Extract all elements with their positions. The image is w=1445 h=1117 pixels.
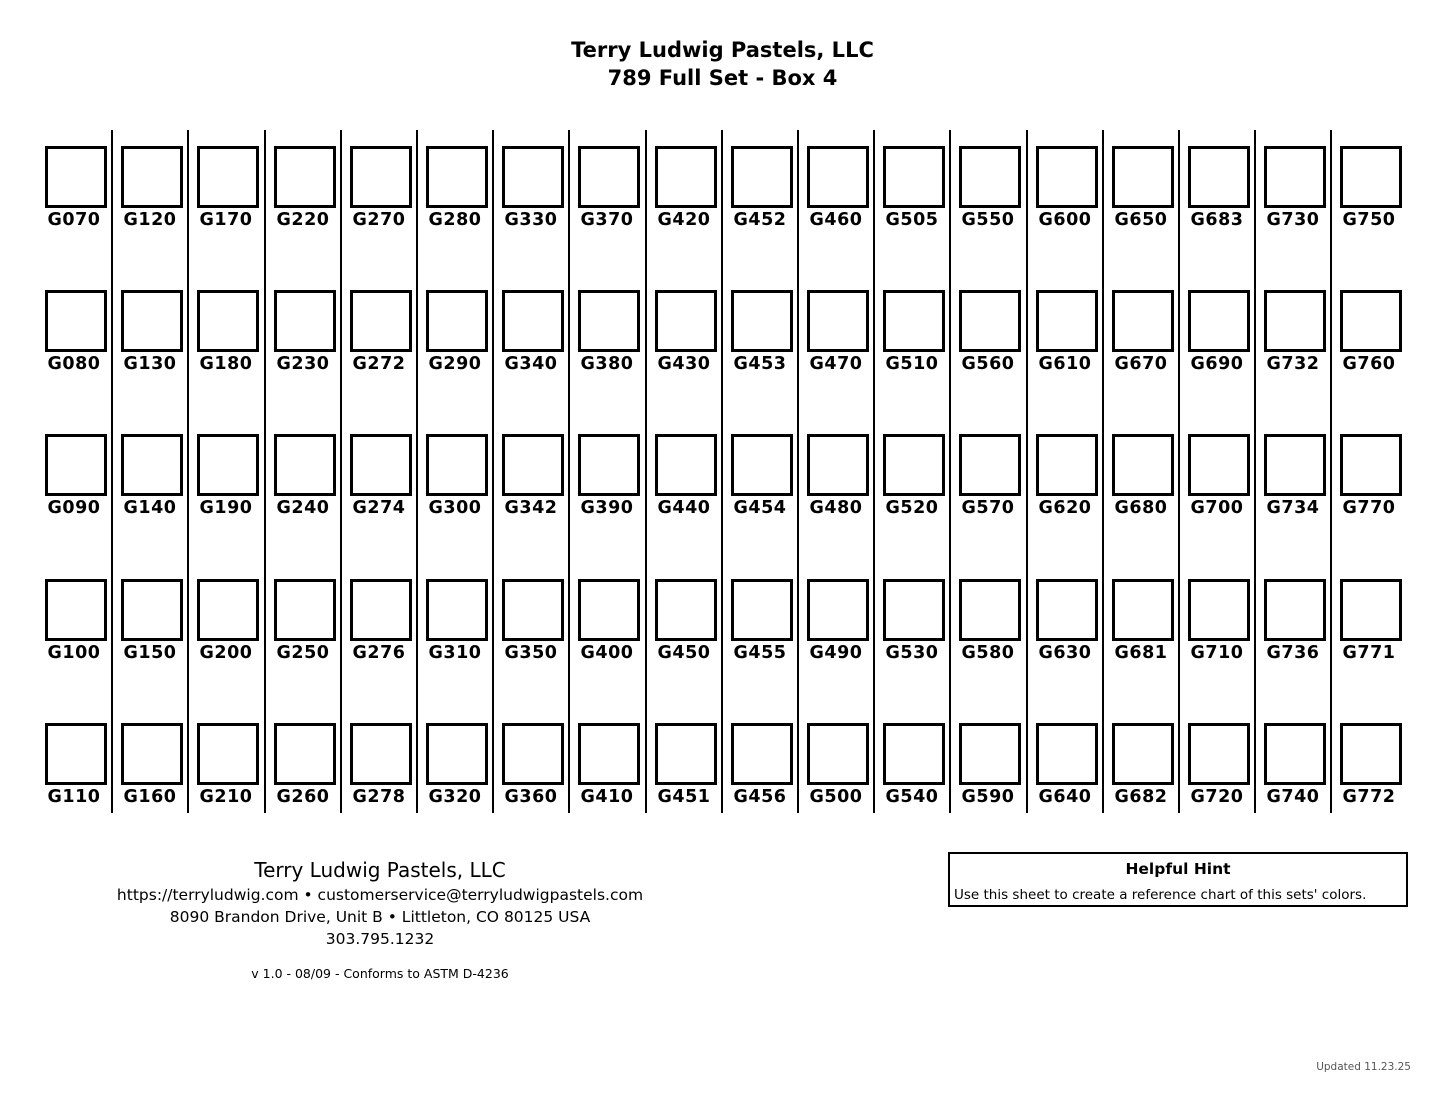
color-swatch-box	[1112, 579, 1174, 641]
swatch-cell	[497, 290, 573, 374]
color-code-label: G340	[504, 354, 558, 374]
swatch-cell	[1335, 146, 1411, 230]
color-code-label: G640	[1038, 787, 1092, 807]
color-code-label: G380	[580, 354, 634, 374]
color-code-label: G455	[733, 643, 787, 663]
swatch-cell	[726, 290, 802, 374]
color-swatch-box	[1340, 434, 1402, 496]
swatch-cell	[497, 723, 573, 807]
color-swatch-box	[731, 146, 793, 208]
color-swatch-box	[883, 723, 945, 785]
footer-address: 8090 Brandon Drive, Unit B • Littleton, CO 80125 USA	[169, 908, 591, 926]
color-code-label: G250	[276, 643, 330, 663]
swatch-cell	[1031, 723, 1107, 807]
color-code-label: G430	[657, 354, 711, 374]
color-swatch-box	[807, 579, 869, 641]
color-swatch-box	[197, 723, 259, 785]
footer-phone: 303.795.1232	[325, 930, 435, 948]
swatch-cell	[878, 723, 954, 807]
color-code-label: G160	[123, 787, 177, 807]
swatch-cell	[269, 290, 345, 374]
color-swatch-box	[502, 723, 564, 785]
color-swatch-box	[121, 146, 183, 208]
swatch-cell	[1259, 579, 1335, 663]
footer-contact: https://terryludwig.com • customerservice@terryludwigpastels.com	[116, 886, 644, 904]
color-swatch-box	[350, 146, 412, 208]
swatch-cell	[1031, 146, 1107, 230]
color-swatch-box	[1036, 579, 1098, 641]
color-code-label: G740	[1266, 787, 1320, 807]
swatch-cell	[116, 146, 192, 230]
swatch-cell	[116, 434, 192, 518]
swatch-cell	[1259, 434, 1335, 518]
color-swatch-box	[197, 290, 259, 352]
color-swatch-box	[1188, 723, 1250, 785]
color-code-label: G410	[580, 787, 634, 807]
swatch-cell	[40, 434, 116, 518]
color-code-label: G220	[276, 210, 330, 230]
color-code-label: G110	[47, 787, 101, 807]
color-swatch-box	[1188, 579, 1250, 641]
color-code-label: G100	[47, 643, 101, 663]
color-code-label: G230	[276, 354, 330, 374]
color-swatch-box	[959, 146, 1021, 208]
color-code-label: G700	[1190, 498, 1244, 518]
swatch-cell	[954, 723, 1030, 807]
swatch-cell	[650, 434, 726, 518]
color-swatch-box	[1112, 434, 1174, 496]
color-swatch-box	[655, 290, 717, 352]
color-code-label: G510	[885, 354, 939, 374]
swatch-cell	[1335, 579, 1411, 663]
color-code-label: G732	[1266, 354, 1320, 374]
color-code-label: G580	[961, 643, 1015, 663]
swatch-cell	[1107, 146, 1183, 230]
color-swatch-box	[45, 723, 107, 785]
swatch-cell	[726, 146, 802, 230]
swatch-cell	[345, 723, 421, 807]
color-code-label: G330	[504, 210, 558, 230]
color-swatch-box	[1264, 579, 1326, 641]
color-swatch-box	[426, 579, 488, 641]
color-code-label: G560	[961, 354, 1015, 374]
color-swatch-box	[1340, 723, 1402, 785]
color-swatch-box	[1036, 723, 1098, 785]
swatch-cell	[573, 146, 649, 230]
swatch-cell	[802, 723, 878, 807]
color-swatch-box	[350, 290, 412, 352]
color-swatch-box	[959, 290, 1021, 352]
color-swatch-box	[350, 579, 412, 641]
color-swatch-box	[426, 434, 488, 496]
color-swatch-box	[1036, 290, 1098, 352]
swatch-cell	[1259, 723, 1335, 807]
swatch-cell	[1183, 579, 1259, 663]
color-code-label: G730	[1266, 210, 1320, 230]
swatch-cell	[192, 146, 268, 230]
color-code-label: G452	[733, 210, 787, 230]
swatch-cell	[421, 434, 497, 518]
swatch-cell	[192, 579, 268, 663]
swatch-cell	[573, 579, 649, 663]
swatch-cell	[954, 290, 1030, 374]
swatch-cell	[878, 146, 954, 230]
swatch-cell	[1335, 290, 1411, 374]
color-code-label: G590	[961, 787, 1015, 807]
hint-text: Use this sheet to create a reference chart of this sets' colors.	[954, 887, 1367, 903]
swatch-cell	[573, 290, 649, 374]
color-swatch-box	[274, 723, 336, 785]
swatch-cell	[650, 579, 726, 663]
swatch-cell	[116, 723, 192, 807]
color-swatch-box	[502, 146, 564, 208]
color-swatch-box	[807, 723, 869, 785]
color-code-label: G080	[47, 354, 101, 374]
color-swatch-box	[655, 146, 717, 208]
swatch-cell	[726, 723, 802, 807]
swatch-cell	[192, 723, 268, 807]
footer-version: v 1.0 - 08/09 - Conforms to ASTM D-4236	[251, 966, 509, 981]
swatch-cell	[1107, 290, 1183, 374]
color-swatch-box	[1340, 146, 1402, 208]
color-code-label: G420	[657, 210, 711, 230]
color-swatch-box	[121, 434, 183, 496]
swatch-cell	[1259, 290, 1335, 374]
color-swatch-box	[578, 146, 640, 208]
color-code-label: G290	[428, 354, 482, 374]
color-swatch-box	[1264, 290, 1326, 352]
swatch-cell	[802, 434, 878, 518]
color-swatch-box	[121, 723, 183, 785]
color-code-label: G300	[428, 498, 482, 518]
swatch-cell	[802, 146, 878, 230]
color-code-label: G360	[504, 787, 558, 807]
swatch-cell	[345, 146, 421, 230]
color-swatch-box	[1112, 146, 1174, 208]
color-code-label: G460	[809, 210, 863, 230]
swatch-cell	[802, 579, 878, 663]
color-swatch-box	[731, 723, 793, 785]
color-swatch-box	[883, 579, 945, 641]
color-swatch-box	[731, 579, 793, 641]
swatch-cell	[269, 579, 345, 663]
color-code-label: G772	[1342, 787, 1396, 807]
color-code-label: G276	[352, 643, 406, 663]
color-swatch-box	[807, 290, 869, 352]
color-swatch-box	[1188, 434, 1250, 496]
color-swatch-box	[426, 146, 488, 208]
color-swatch-box	[45, 579, 107, 641]
color-code-label: G200	[199, 643, 253, 663]
color-code-label: G370	[580, 210, 634, 230]
swatch-cell	[345, 434, 421, 518]
color-swatch-box	[1340, 290, 1402, 352]
swatch-cell	[1107, 579, 1183, 663]
color-swatch-box	[1340, 579, 1402, 641]
swatch-cell	[726, 579, 802, 663]
color-swatch-box	[959, 434, 1021, 496]
color-code-label: G130	[123, 354, 177, 374]
swatch-cell	[1183, 723, 1259, 807]
color-swatch-box	[502, 579, 564, 641]
color-swatch-box	[45, 290, 107, 352]
swatch-cell	[650, 290, 726, 374]
color-swatch-box	[883, 146, 945, 208]
color-code-label: G736	[1266, 643, 1320, 663]
color-swatch-box	[502, 434, 564, 496]
color-swatch-box	[1264, 723, 1326, 785]
hint-title: Helpful Hint	[1125, 860, 1231, 878]
swatch-cell	[269, 434, 345, 518]
helpful-hint-box	[948, 852, 1408, 907]
footer-company: Terry Ludwig Pastels, LLC	[254, 858, 506, 882]
swatch-cell	[40, 290, 116, 374]
swatch-cell	[878, 290, 954, 374]
color-code-label: G683	[1190, 210, 1244, 230]
color-swatch-box	[197, 579, 259, 641]
color-code-label: G140	[123, 498, 177, 518]
color-code-label: G540	[885, 787, 939, 807]
swatch-cell	[1107, 723, 1183, 807]
updated-date: Updated 11.23.25	[1316, 1061, 1411, 1073]
color-code-label: G650	[1114, 210, 1168, 230]
color-swatch-box	[1036, 146, 1098, 208]
swatch-cell	[497, 146, 573, 230]
swatch-cell	[497, 579, 573, 663]
swatch-cell	[40, 579, 116, 663]
color-code-label: G090	[47, 498, 101, 518]
swatch-cell	[269, 146, 345, 230]
color-swatch-box	[578, 579, 640, 641]
swatch-cell	[1031, 290, 1107, 374]
color-swatch-box	[197, 434, 259, 496]
swatch-cell	[1183, 290, 1259, 374]
color-swatch-box	[426, 290, 488, 352]
swatch-cell	[40, 723, 116, 807]
color-code-label: G720	[1190, 787, 1244, 807]
color-swatch-box	[807, 146, 869, 208]
swatch-cell	[1183, 146, 1259, 230]
color-swatch-box	[121, 290, 183, 352]
swatch-cell	[878, 434, 954, 518]
swatch-cell	[954, 579, 1030, 663]
color-code-label: G272	[352, 354, 406, 374]
color-swatch-box	[45, 434, 107, 496]
color-code-label: G490	[809, 643, 863, 663]
color-code-label: G456	[733, 787, 787, 807]
color-code-label: G505	[885, 210, 939, 230]
color-swatch-box	[655, 723, 717, 785]
color-swatch-box	[45, 146, 107, 208]
swatch-cell	[421, 723, 497, 807]
color-code-label: G190	[199, 498, 253, 518]
swatch-cell	[116, 579, 192, 663]
color-swatch-box	[1036, 434, 1098, 496]
swatch-cell	[1335, 723, 1411, 807]
color-code-label: G690	[1190, 354, 1244, 374]
color-code-label: G180	[199, 354, 253, 374]
color-swatch-box	[731, 434, 793, 496]
color-code-label: G520	[885, 498, 939, 518]
color-swatch-box	[274, 290, 336, 352]
swatch-cell	[650, 146, 726, 230]
color-code-label: G620	[1038, 498, 1092, 518]
color-swatch-box	[655, 579, 717, 641]
color-swatch-box	[121, 579, 183, 641]
color-code-label: G570	[961, 498, 1015, 518]
color-swatch-box	[1264, 146, 1326, 208]
color-code-label: G451	[657, 787, 711, 807]
swatch-cell	[954, 434, 1030, 518]
color-code-label: G750	[1342, 210, 1396, 230]
color-code-label: G310	[428, 643, 482, 663]
swatch-cell	[573, 434, 649, 518]
color-swatch-box	[274, 579, 336, 641]
swatch-cell	[40, 146, 116, 230]
color-code-label: G470	[809, 354, 863, 374]
swatch-cell	[269, 723, 345, 807]
color-code-label: G240	[276, 498, 330, 518]
swatch-cell	[1183, 434, 1259, 518]
swatch-cell	[192, 434, 268, 518]
color-swatch-box	[578, 434, 640, 496]
color-code-label: G610	[1038, 354, 1092, 374]
color-code-label: G390	[580, 498, 634, 518]
color-swatch-box	[1112, 290, 1174, 352]
color-swatch-box	[959, 579, 1021, 641]
color-swatch-box	[959, 723, 1021, 785]
color-code-label: G630	[1038, 643, 1092, 663]
swatch-cell	[1031, 579, 1107, 663]
color-swatch-box	[883, 290, 945, 352]
color-swatch-box	[274, 434, 336, 496]
color-code-label: G280	[428, 210, 482, 230]
color-code-label: G710	[1190, 643, 1244, 663]
color-code-label: G450	[657, 643, 711, 663]
swatch-cell	[116, 290, 192, 374]
color-code-label: G500	[809, 787, 863, 807]
color-code-label: G600	[1038, 210, 1092, 230]
color-swatch-box	[1188, 146, 1250, 208]
color-code-label: G350	[504, 643, 558, 663]
color-code-label: G440	[657, 498, 711, 518]
color-code-label: G070	[47, 210, 101, 230]
color-swatch-box	[350, 434, 412, 496]
color-code-label: G270	[352, 210, 406, 230]
color-swatch-box	[502, 290, 564, 352]
page-title: Terry Ludwig Pastels, LLC	[571, 38, 874, 62]
color-swatch-box	[1112, 723, 1174, 785]
color-code-label: G681	[1114, 643, 1168, 663]
swatch-cell	[878, 579, 954, 663]
swatch-cell	[1107, 434, 1183, 518]
swatch-cell	[802, 290, 878, 374]
color-code-label: G770	[1342, 498, 1396, 518]
color-swatch-box	[426, 723, 488, 785]
color-swatch-box	[655, 434, 717, 496]
color-swatch-box	[1264, 434, 1326, 496]
swatch-cell	[1259, 146, 1335, 230]
color-code-label: G278	[352, 787, 406, 807]
color-swatch-box	[807, 434, 869, 496]
swatch-cell	[726, 434, 802, 518]
color-swatch-box	[731, 290, 793, 352]
color-code-label: G760	[1342, 354, 1396, 374]
color-code-label: G454	[733, 498, 787, 518]
swatch-cell	[421, 146, 497, 230]
color-code-label: G530	[885, 643, 939, 663]
swatch-cell	[1031, 434, 1107, 518]
color-code-label: G771	[1342, 643, 1396, 663]
color-code-label: G274	[352, 498, 406, 518]
color-code-label: G170	[199, 210, 253, 230]
color-code-label: G120	[123, 210, 177, 230]
swatch-cell	[421, 290, 497, 374]
color-code-label: G480	[809, 498, 863, 518]
color-code-label: G150	[123, 643, 177, 663]
color-code-label: G320	[428, 787, 482, 807]
swatch-cell	[954, 146, 1030, 230]
color-swatch-box	[578, 290, 640, 352]
color-code-label: G453	[733, 354, 787, 374]
color-code-label: G680	[1114, 498, 1168, 518]
swatch-cell	[345, 579, 421, 663]
color-swatch-box	[197, 146, 259, 208]
swatch-cell	[497, 434, 573, 518]
color-code-label: G400	[580, 643, 634, 663]
color-code-label: G342	[504, 498, 558, 518]
color-swatch-box	[883, 434, 945, 496]
swatch-cell	[192, 290, 268, 374]
swatch-cell	[650, 723, 726, 807]
color-code-label: G670	[1114, 354, 1168, 374]
color-swatch-box	[578, 723, 640, 785]
swatch-cell	[345, 290, 421, 374]
swatch-cell	[1335, 434, 1411, 518]
color-code-label: G210	[199, 787, 253, 807]
color-swatch-box	[274, 146, 336, 208]
color-code-label: G550	[961, 210, 1015, 230]
swatch-cell	[573, 723, 649, 807]
color-code-label: G734	[1266, 498, 1320, 518]
color-code-label: G260	[276, 787, 330, 807]
color-code-label: G682	[1114, 787, 1168, 807]
swatch-cell	[421, 579, 497, 663]
color-swatch-box	[350, 723, 412, 785]
page-subtitle: 789 Full Set - Box 4	[607, 66, 838, 90]
color-swatch-box	[1188, 290, 1250, 352]
